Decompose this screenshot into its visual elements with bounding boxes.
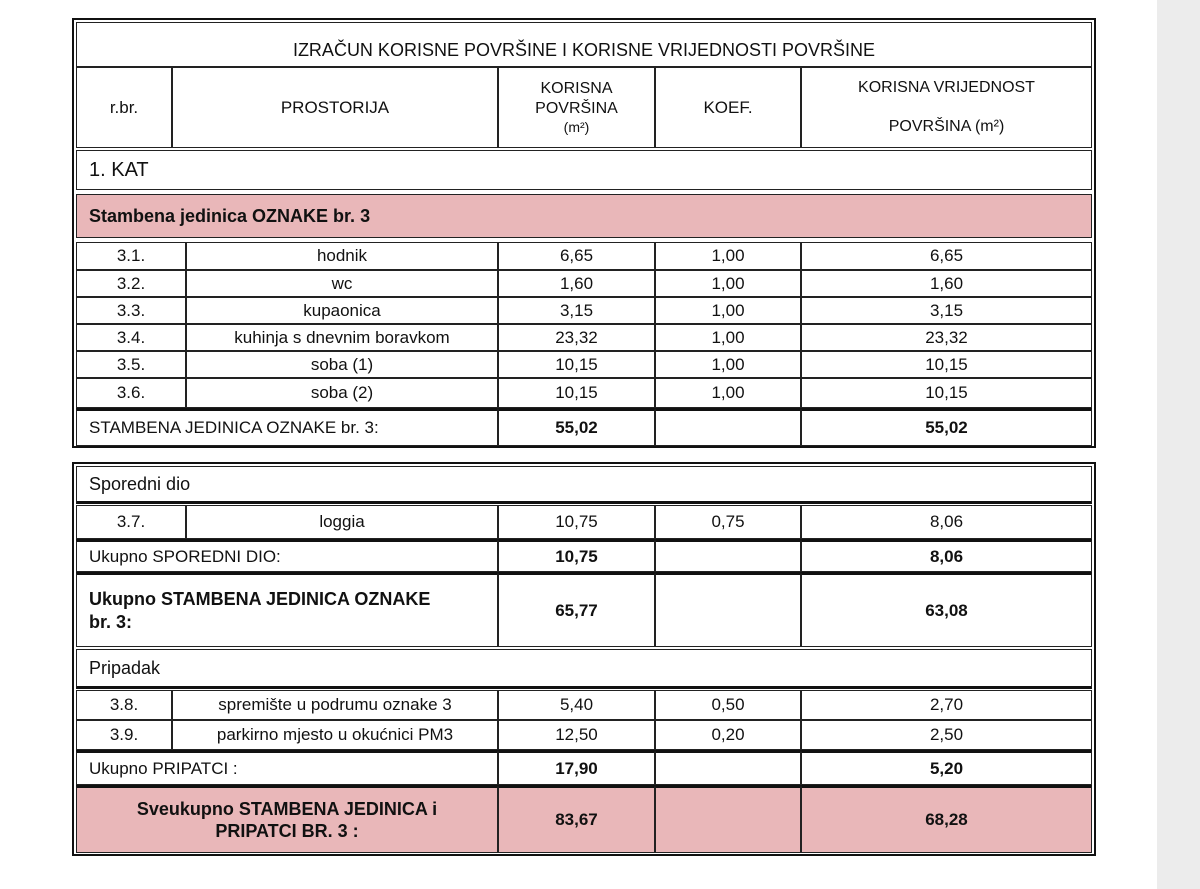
- row-coef: 1,00: [655, 351, 801, 378]
- row-name: spremište u podrumu oznake 3: [172, 690, 498, 720]
- row-rbr: 3.1.: [76, 242, 186, 270]
- row-coef: 0,50: [655, 690, 801, 720]
- row-name: hodnik: [186, 242, 498, 270]
- row-rbr: 3.2.: [76, 270, 186, 297]
- grand-total-area: 83,67: [498, 785, 655, 853]
- row-area: 5,40: [498, 690, 655, 720]
- header-korisna-unit: (m²): [563, 118, 590, 135]
- header-korisna-povrsina: [498, 67, 655, 148]
- row-value: 2,50: [801, 720, 1092, 750]
- row-rbr: 3.3.: [76, 297, 186, 324]
- floor-label: 1. KAT: [76, 150, 1092, 190]
- row-area: 10,15: [498, 351, 655, 378]
- side-total-coef: [655, 539, 801, 572]
- table-title: IZRAČUN KORISNE POVRŠINE I KORISNE VRIJEDNOSTI POVRŠINE: [76, 22, 1092, 67]
- annex-total-value: 5,20: [801, 750, 1092, 785]
- row-name: soba (1): [186, 351, 498, 378]
- row-coef: 1,00: [655, 324, 801, 351]
- unit-total-area: 55,02: [498, 408, 655, 446]
- unit-grand-label-line1: Ukupno STAMBENA JEDINICA OZNAKE: [89, 589, 431, 609]
- row-area: 1,60: [498, 270, 655, 297]
- row-coef: 1,00: [655, 270, 801, 297]
- grand-total-coef: [655, 785, 801, 853]
- side-section-label: Sporedni dio: [76, 466, 1092, 504]
- row-coef: 0,20: [655, 720, 801, 750]
- unit-grand-value: 63,08: [801, 572, 1092, 647]
- grand-total-value: 68,28: [801, 785, 1092, 853]
- side-total-label: Ukupno SPOREDNI DIO:: [76, 539, 498, 572]
- header-vrijednost-line1: KORISNA VRIJEDNOST: [858, 78, 1035, 96]
- grand-total-label: [76, 785, 498, 853]
- header-koef: KOEF.: [655, 67, 801, 148]
- row-coef: 0,75: [655, 505, 801, 539]
- row-area: 23,32: [498, 324, 655, 351]
- row-value: 2,70: [801, 690, 1092, 720]
- row-name: kuhinja s dnevnim boravkom: [186, 324, 498, 351]
- row-value: 10,15: [801, 378, 1092, 408]
- row-rbr: 3.4.: [76, 324, 186, 351]
- row-value: 1,60: [801, 270, 1092, 297]
- annex-total-coef: [655, 750, 801, 785]
- unit-grand-area: 65,77: [498, 572, 655, 647]
- unit-grand-coef: [655, 572, 801, 647]
- unit-grand-label-line2: br. 3:: [89, 611, 133, 632]
- row-rbr: 3.8.: [76, 690, 172, 720]
- row-rbr: 3.9.: [76, 720, 172, 750]
- row-rbr: 3.5.: [76, 351, 186, 378]
- row-name: soba (2): [186, 378, 498, 408]
- row-area: 6,65: [498, 242, 655, 270]
- row-area: 10,75: [498, 505, 655, 539]
- row-rbr: 3.6.: [76, 378, 186, 408]
- row-value: 8,06: [801, 505, 1092, 539]
- header-prostorija: PROSTORIJA: [172, 67, 498, 148]
- header-rbr: r.br.: [76, 67, 172, 148]
- row-value: 10,15: [801, 351, 1092, 378]
- row-name: parkirno mjesto u okućnici PM3: [172, 720, 498, 750]
- row-value: 3,15: [801, 297, 1092, 324]
- unit-total-value: 55,02: [801, 408, 1092, 446]
- unit-total-coef: [655, 408, 801, 446]
- annex-total-area: 17,90: [498, 750, 655, 785]
- row-name: kupaonica: [186, 297, 498, 324]
- unit-total-label: STAMBENA JEDINICA OZNAKE br. 3:: [76, 408, 498, 446]
- row-name: loggia: [186, 505, 498, 539]
- annex-section-label: Pripadak: [76, 649, 1092, 689]
- row-area: 10,15: [498, 378, 655, 408]
- row-coef: 1,00: [655, 378, 801, 408]
- row-value: 6,65: [801, 242, 1092, 270]
- unit-section-label: Stambena jedinica OZNAKE br. 3: [76, 194, 1092, 238]
- row-coef: 1,00: [655, 242, 801, 270]
- row-value: 23,32: [801, 324, 1092, 351]
- side-total-area: 10,75: [498, 539, 655, 572]
- annex-total-label: Ukupno PRIPATCI :: [76, 750, 498, 785]
- row-area: 12,50: [498, 720, 655, 750]
- header-korisna-vrijednost: [801, 67, 1092, 148]
- side-total-value: 8,06: [801, 539, 1092, 572]
- row-name: wc: [186, 270, 498, 297]
- header-vrijednost-line2: POVRŠINA (m²): [888, 118, 1005, 136]
- row-coef: 1,00: [655, 297, 801, 324]
- row-area: 3,15: [498, 297, 655, 324]
- header-korisna-line2: POVRŠINA: [535, 99, 618, 117]
- unit-grand-label: [76, 572, 498, 647]
- header-korisna-line1: KORISNA: [540, 79, 613, 97]
- grand-total-label-line1: Sveukupno STAMBENA JEDINICA i: [136, 798, 438, 819]
- row-rbr: 3.7.: [76, 505, 186, 539]
- grand-total-label-line2: PRIPATCI BR. 3 :: [215, 821, 359, 841]
